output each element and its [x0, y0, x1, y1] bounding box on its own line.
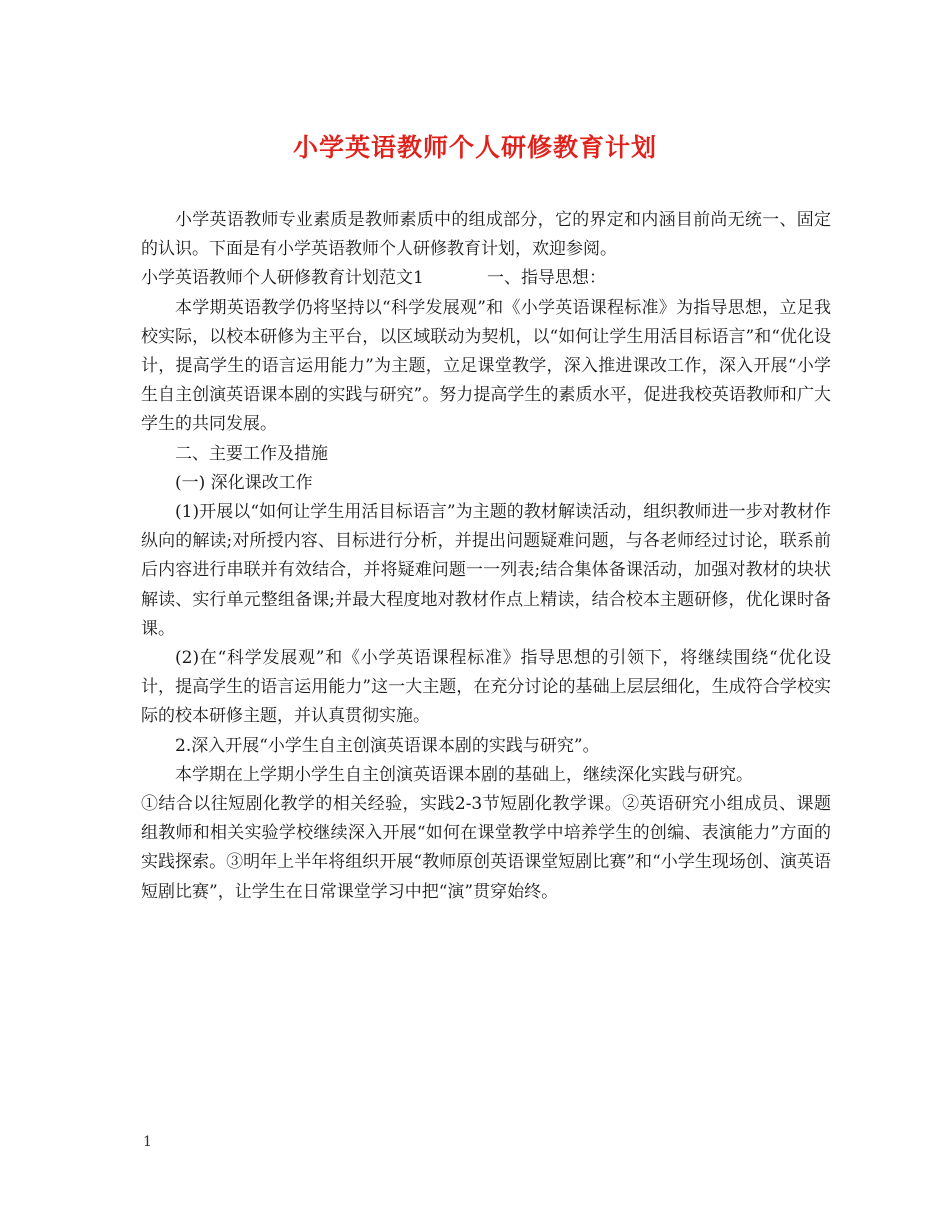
section-one-heading: 一、指导思想： — [487, 268, 606, 289]
subsection-one-heading: (一) 深化课改工作 — [175, 472, 313, 493]
point-2-body-lead: 本学期在上学期小学生自主创演英语课本剧的基础上，继续深化实践与研究。 — [175, 764, 753, 785]
document-body — [141, 206, 831, 907]
item-2-paragraph: (2)在“科学发展观”和《小学英语课程标准》指导思想的引领下，将继续围绕“优化设计，提高学生的语言运用能力”这一大主题，在充分讨论的基础上层层细化，生成符合学校实际的校本研修主题，并认真贯彻实施。 — [141, 648, 831, 727]
guiding-thought-paragraph: 本学期英语教学仍将坚持以“科学发展观”和《小学英语课程标准》为指导思想，立足我校实际，以校本研修为主平台，以区域联动为契机，以“如何让学生用活目标语言”和“优化设计，提高学生的语言运用能力”为主题，立足课堂教学，深入推进课改工作，深入开展“小学生自主创演英语课本剧的实践与研究”。努力提高学生的素质水平，促进我校英语教师和广大学生的共同发展。 — [141, 297, 831, 435]
point-2-heading: 2.深入开展“小学生自主创演英语课本剧的实践与研究”。 — [175, 735, 600, 756]
sample-title: 小学英语教师个人研修教育计划范文1 — [141, 268, 424, 289]
page-number: 1 — [143, 1134, 152, 1150]
document-title: 小学英语教师个人研修教育计划 — [292, 133, 657, 162]
item-1-paragraph: (1)开展以“如何让学生用活目标语言”为主题的教材解读活动，组织教师进一步对教材作纵向的解读;对所授内容、目标进行分析，并提出问题疑难问题，与各老师经过讨论，联系前后内容进行串联并有效结合，并将疑难问题一一列表;结合集体备课活动，加强对教材的块状解读、实行单元整组备课;并最大程度地对教材作点上精读，结合校本主题研修，优化课时备课。 — [141, 502, 831, 639]
section-two-heading: 二、主要工作及措施 — [175, 443, 328, 464]
sample-heading-line — [141, 264, 831, 293]
intro-paragraph: 小学英语教师专业素质是教师素质中的组成部分，它的界定和内涵目前尚无统一、固定的认识。下面是有小学英语教师个人研修教育计划，欢迎参阅。 — [141, 210, 831, 260]
point-2-body-rest: ①结合以往短剧化教学的相关经验，实践2-3节短剧化教学课。②英语研究小组成员、课题组教师和相关实验学校继续深入开展“如何在课堂教学中培养学生的创编、表演能力”方面的实践探索。③明年上半年将组织开展“教师原创英语课堂短剧比赛”和“小学生现场创、演英语短剧比赛”，让学生在日常课堂学习中把“演”贯穿始终。 — [141, 794, 831, 902]
